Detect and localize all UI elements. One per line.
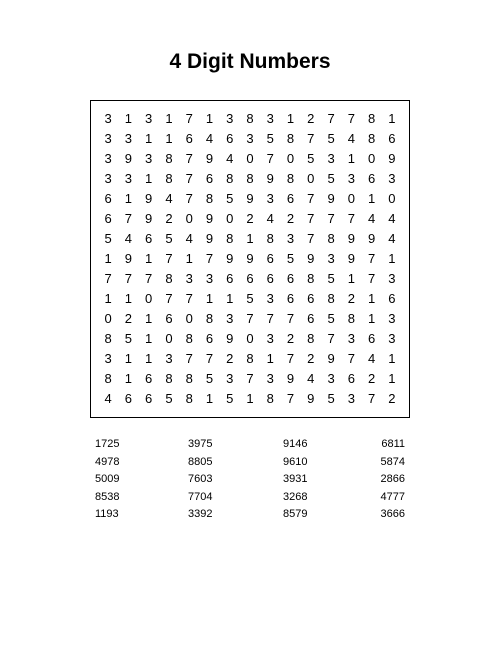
grid-cell[interactable]: 4 xyxy=(205,130,214,146)
grid-cell[interactable]: 8 xyxy=(185,390,193,406)
grid-cell[interactable]: 6 xyxy=(388,130,396,146)
word-list-item: 3392 xyxy=(188,508,213,520)
grid-cell[interactable]: 3 xyxy=(226,370,234,386)
grid-cell[interactable]: 3 xyxy=(145,150,153,166)
grid-cell[interactable]: 7 xyxy=(165,250,173,266)
grid-cell[interactable]: 3 xyxy=(104,130,112,146)
grid-cell[interactable]: 7 xyxy=(185,290,193,306)
grid-cell[interactable]: 9 xyxy=(226,250,234,266)
grid-cell[interactable]: 4 xyxy=(266,210,274,226)
grid-cell[interactable]: 3 xyxy=(104,150,112,166)
grid-cell[interactable]: 3 xyxy=(226,310,234,326)
grid-cell[interactable]: 3 xyxy=(104,350,112,366)
grid-cell[interactable]: 7 xyxy=(185,350,193,366)
grid-cell[interactable]: 4 xyxy=(388,230,396,246)
grid-cell[interactable]: 1 xyxy=(246,390,254,406)
word-list-row xyxy=(95,473,405,491)
grid-cell[interactable]: 2 xyxy=(286,210,295,226)
grid-cell[interactable]: 9 xyxy=(124,250,133,266)
grid-cell[interactable]: 9 xyxy=(327,350,335,366)
grid-cell[interactable]: 7 xyxy=(185,150,193,166)
grid-cell[interactable]: 6 xyxy=(145,230,153,246)
grid-cell[interactable]: 2 xyxy=(286,330,295,346)
grid-cell[interactable]: 1 xyxy=(367,290,376,306)
grid-cell[interactable]: 7 xyxy=(246,370,254,386)
grid-cell[interactable]: 1 xyxy=(124,110,133,126)
grid-cell[interactable]: 2 xyxy=(307,110,315,126)
grid-cell[interactable]: 7 xyxy=(307,130,315,146)
puzzle-grid-frame xyxy=(90,100,410,418)
grid-cell[interactable]: 7 xyxy=(286,350,295,366)
grid-cell[interactable]: 7 xyxy=(185,170,193,186)
word-list-item: 4777 xyxy=(380,490,405,503)
grid-cell[interactable]: 6 xyxy=(104,210,112,226)
grid-cell[interactable]: 7 xyxy=(327,110,335,126)
grid-cell[interactable]: 7 xyxy=(205,250,214,266)
grid-cell[interactable]: 1 xyxy=(145,310,153,326)
grid-cell[interactable]: 3 xyxy=(388,310,396,326)
grid-cell[interactable]: 4 xyxy=(226,150,234,166)
grid-cell[interactable]: 6 xyxy=(307,310,315,326)
grid-cell[interactable]: 9 xyxy=(388,150,396,166)
word-list-item: 1193 xyxy=(95,508,119,520)
grid-cell[interactable]: 3 xyxy=(266,290,274,306)
grid-cell[interactable]: 3 xyxy=(165,350,173,366)
grid-cell[interactable]: 1 xyxy=(124,290,133,306)
grid-cell[interactable]: 6 xyxy=(185,130,193,146)
grid-cell[interactable]: 7 xyxy=(367,270,376,286)
grid-cell[interactable]: 8 xyxy=(307,330,315,346)
grid-cell[interactable]: 7 xyxy=(347,110,355,126)
grid-cell[interactable]: 7 xyxy=(307,210,315,226)
grid-cell[interactable]: 8 xyxy=(246,170,254,186)
grid-cell[interactable]: 8 xyxy=(165,270,173,286)
grid-cell[interactable]: 5 xyxy=(165,230,173,246)
grid-cell[interactable]: 1 xyxy=(347,150,355,166)
grid-cell[interactable]: 0 xyxy=(367,150,376,166)
grid-cell[interactable]: 0 xyxy=(165,330,173,346)
grid-cell[interactable]: 8 xyxy=(165,370,173,386)
grid-cell[interactable]: 3 xyxy=(327,250,335,266)
grid-cell[interactable]: 1 xyxy=(104,250,112,266)
grid-cell[interactable]: 1 xyxy=(246,230,254,246)
grid-cell[interactable]: 1 xyxy=(347,270,355,286)
grid-cell[interactable]: 6 xyxy=(205,170,214,186)
grid-cell[interactable]: 4 xyxy=(307,370,315,386)
word-list-row xyxy=(95,456,405,474)
grid-cell[interactable]: 8 xyxy=(307,270,315,286)
grid-cell[interactable]: 0 xyxy=(307,170,315,186)
word-list-item: 5009 xyxy=(95,473,120,485)
grid-cell[interactable]: 2 xyxy=(367,370,376,386)
grid-cell[interactable]: 0 xyxy=(145,290,153,306)
grid-cell[interactable]: 3 xyxy=(388,270,396,286)
grid-cell[interactable]: 7 xyxy=(266,310,274,326)
grid-cell[interactable]: 8 xyxy=(286,130,295,146)
grid-cell[interactable]: 6 xyxy=(226,130,234,146)
grid-cell[interactable]: 8 xyxy=(104,330,112,346)
grid-cell[interactable]: 7 xyxy=(367,390,376,406)
grid-cell[interactable]: 6 xyxy=(388,290,396,306)
grid-cell[interactable]: 8 xyxy=(185,370,193,386)
grid-cell[interactable]: 8 xyxy=(165,150,173,166)
grid-cell[interactable]: 4 xyxy=(347,130,355,146)
grid-cell[interactable]: 6 xyxy=(307,290,315,306)
word-list-row xyxy=(95,508,405,526)
grid-cell[interactable]: 5 xyxy=(327,390,335,406)
puzzle-grid xyxy=(98,108,402,408)
grid-cell[interactable]: 8 xyxy=(327,290,335,306)
grid-cell[interactable]: 7 xyxy=(124,210,133,226)
grid-cell[interactable]: 9 xyxy=(145,190,153,206)
grid-cell[interactable]: 3 xyxy=(327,370,335,386)
grid-cell[interactable]: 6 xyxy=(104,190,112,206)
grid-cell[interactable]: 9 xyxy=(347,250,355,266)
grid-cell[interactable]: 7 xyxy=(367,250,376,266)
grid-cell[interactable]: 7 xyxy=(205,350,214,366)
grid-cell[interactable]: 6 xyxy=(145,390,153,406)
grid-cell[interactable]: 3 xyxy=(266,370,274,386)
grid-cell[interactable]: 9 xyxy=(286,370,295,386)
grid-cell[interactable]: 6 xyxy=(266,250,274,266)
word-list-item: 2866 xyxy=(380,473,405,485)
grid-cell[interactable]: 8 xyxy=(246,110,254,126)
grid-cell[interactable]: 7 xyxy=(185,110,193,126)
grid-cell[interactable]: 3 xyxy=(145,110,153,126)
grid-cell[interactable]: 8 xyxy=(266,390,274,406)
grid-cell[interactable]: 0 xyxy=(226,210,234,226)
grid-cell[interactable]: 6 xyxy=(286,290,295,306)
grid-cell[interactable]: 1 xyxy=(388,370,396,386)
grid-cell[interactable]: 4 xyxy=(104,390,112,406)
grid-cell[interactable]: 3 xyxy=(327,150,335,166)
grid-cell[interactable]: 1 xyxy=(165,130,173,146)
grid-cell[interactable]: 4 xyxy=(185,230,193,246)
grid-cell[interactable]: 9 xyxy=(246,250,254,266)
grid-cell[interactable]: 6 xyxy=(124,390,133,406)
grid-cell[interactable]: 9 xyxy=(145,210,153,226)
grid-cell[interactable]: 3 xyxy=(388,330,396,346)
grid-cell[interactable]: 7 xyxy=(266,150,274,166)
grid-cell[interactable]: 5 xyxy=(307,150,315,166)
grid-cell[interactable]: 8 xyxy=(205,310,214,326)
grid-cell[interactable]: 8 xyxy=(205,190,214,206)
grid-cell[interactable]: 2 xyxy=(347,290,355,306)
grid-cell[interactable]: 2 xyxy=(388,390,396,406)
grid-cell[interactable]: 7 xyxy=(246,310,254,326)
grid-cell[interactable]: 4 xyxy=(124,230,133,246)
grid-cell[interactable]: 3 xyxy=(347,330,355,346)
grid-cell[interactable]: 5 xyxy=(124,330,133,346)
grid-cell[interactable]: 6 xyxy=(145,370,153,386)
word-list-row xyxy=(95,491,405,509)
grid-cell[interactable]: 9 xyxy=(205,230,214,246)
grid-cell[interactable]: 3 xyxy=(104,170,112,186)
grid-cell[interactable]: 1 xyxy=(388,350,396,366)
grid-cell[interactable]: 5 xyxy=(226,390,234,406)
grid-cell[interactable]: 9 xyxy=(205,150,214,166)
grid-cell[interactable]: 8 xyxy=(226,230,234,246)
grid-cell[interactable]: 6 xyxy=(347,370,355,386)
grid-cell[interactable]: 1 xyxy=(165,110,173,126)
grid-cell[interactable]: 7 xyxy=(286,310,295,326)
word-list-item: 9610 xyxy=(283,455,308,468)
grid-cell[interactable]: 3 xyxy=(266,190,274,206)
grid-cell[interactable]: 8 xyxy=(286,170,295,186)
grid-cell[interactable]: 1 xyxy=(388,110,396,126)
grid-cell[interactable]: 1 xyxy=(145,250,153,266)
grid-cell[interactable]: 1 xyxy=(145,170,153,186)
grid-cell[interactable]: 1 xyxy=(286,110,295,126)
grid-cell[interactable]: 7 xyxy=(185,190,193,206)
grid-cell[interactable]: 1 xyxy=(185,250,193,266)
word-list-item: 5874 xyxy=(380,455,405,468)
grid-cell[interactable]: 3 xyxy=(246,130,254,146)
grid-cell[interactable]: 9 xyxy=(226,330,234,346)
grid-cell[interactable]: 6 xyxy=(367,170,376,186)
grid-cell[interactable]: 1 xyxy=(205,290,214,306)
grid-cell[interactable]: 4 xyxy=(367,350,376,366)
grid-cell[interactable]: 7 xyxy=(124,270,133,286)
grid-cell[interactable]: 2 xyxy=(226,350,234,366)
grid-cell[interactable]: 7 xyxy=(104,270,112,286)
grid-cell[interactable]: 7 xyxy=(307,230,315,246)
grid-cell[interactable]: 7 xyxy=(327,210,335,226)
grid-cell[interactable]: 1 xyxy=(367,190,376,206)
grid-cell[interactable]: 9 xyxy=(367,230,376,246)
grid-cell[interactable]: 1 xyxy=(205,110,214,126)
word-list-item: 7704 xyxy=(188,490,213,503)
grid-cell[interactable]: 0 xyxy=(185,210,193,226)
grid-cell[interactable]: 9 xyxy=(205,210,214,226)
grid-cell[interactable]: 0 xyxy=(104,310,112,326)
grid-cell[interactable]: 7 xyxy=(307,190,315,206)
word-list-item: 3975 xyxy=(188,438,213,450)
grid-cell[interactable]: 5 xyxy=(226,190,234,206)
grid-cell[interactable]: 7 xyxy=(286,390,295,406)
grid-cell[interactable]: 1 xyxy=(124,190,133,206)
grid-cell[interactable]: 1 xyxy=(124,370,133,386)
grid-cell[interactable]: 1 xyxy=(145,130,153,146)
grid-cell[interactable]: 8 xyxy=(246,350,254,366)
grid-cell[interactable]: 5 xyxy=(286,250,295,266)
grid-cell[interactable]: 8 xyxy=(266,230,274,246)
grid-cell[interactable]: 3 xyxy=(266,110,274,126)
word-list-item: 6811 xyxy=(381,438,405,450)
grid-cell[interactable]: 1 xyxy=(205,390,214,406)
grid-cell[interactable]: 3 xyxy=(226,110,234,126)
grid-cell[interactable]: 8 xyxy=(367,130,376,146)
grid-cell[interactable]: 8 xyxy=(367,110,376,126)
grid-cell[interactable]: 5 xyxy=(104,230,112,246)
grid-cell[interactable]: 5 xyxy=(327,130,335,146)
grid-cell[interactable]: 4 xyxy=(388,210,396,226)
grid-cell[interactable]: 0 xyxy=(286,150,295,166)
grid-cell[interactable]: 2 xyxy=(246,210,254,226)
grid-cell[interactable]: 5 xyxy=(266,130,274,146)
grid-cell[interactable]: 7 xyxy=(145,270,153,286)
grid-cell[interactable]: 4 xyxy=(165,190,173,206)
word-list-item: 3666 xyxy=(380,508,405,520)
grid-cell[interactable]: 8 xyxy=(104,370,112,386)
grid-cell[interactable]: 8 xyxy=(347,310,355,326)
word-list-item: 8805 xyxy=(188,455,213,468)
grid-cell[interactable]: 3 xyxy=(104,110,112,126)
word-list-item: 8538 xyxy=(95,490,120,503)
word-list-item: 3268 xyxy=(283,490,308,503)
word-list xyxy=(95,438,405,526)
grid-cell[interactable]: 9 xyxy=(246,190,254,206)
word-list-item: 8579 xyxy=(283,508,308,520)
grid-cell[interactable]: 6 xyxy=(266,270,274,286)
grid-cell[interactable]: 0 xyxy=(185,310,193,326)
word-list-item: 3931 xyxy=(283,473,308,485)
grid-cell[interactable]: 0 xyxy=(347,190,355,206)
grid-cell[interactable]: 9 xyxy=(327,190,335,206)
grid-cell[interactable]: 5 xyxy=(165,390,173,406)
grid-cell[interactable]: 7 xyxy=(347,350,355,366)
grid-cell[interactable]: 8 xyxy=(185,330,193,346)
grid-cell[interactable]: 9 xyxy=(266,170,274,186)
grid-cell[interactable]: 5 xyxy=(327,170,335,186)
grid-cell[interactable]: 7 xyxy=(327,330,335,346)
grid-cell[interactable]: 1 xyxy=(145,350,153,366)
grid-cell[interactable]: 6 xyxy=(165,310,173,326)
grid-cell[interactable]: 6 xyxy=(226,270,234,286)
grid-cell[interactable]: 3 xyxy=(185,270,193,286)
grid-cell[interactable]: 5 xyxy=(327,270,335,286)
grid-cell[interactable]: 2 xyxy=(307,350,315,366)
grid-cell[interactable]: 1 xyxy=(266,350,274,366)
grid-cell[interactable]: 9 xyxy=(124,150,133,166)
grid-cell[interactable]: 6 xyxy=(286,270,295,286)
grid-cell[interactable]: 8 xyxy=(327,230,335,246)
grid-cell[interactable]: 3 xyxy=(388,170,396,186)
grid-cell[interactable]: 2 xyxy=(165,210,173,226)
grid-cell[interactable]: 3 xyxy=(124,170,133,186)
grid-cell[interactable]: 8 xyxy=(165,170,173,186)
grid-cell[interactable]: 3 xyxy=(286,230,295,246)
word-list-item: 7603 xyxy=(188,473,213,485)
grid-cell[interactable]: 1 xyxy=(104,290,112,306)
grid-cell[interactable]: 3 xyxy=(205,270,214,286)
grid-cell[interactable]: 0 xyxy=(246,150,254,166)
grid-cell[interactable]: 1 xyxy=(226,290,234,306)
grid-cell[interactable]: 0 xyxy=(388,190,396,206)
word-list-row xyxy=(95,438,405,456)
word-list-item: 1725 xyxy=(95,438,120,450)
puzzle-title: 4 Digit Numbers xyxy=(169,50,331,73)
grid-cell[interactable]: 9 xyxy=(347,230,355,246)
grid-cell[interactable]: 5 xyxy=(205,370,214,386)
grid-cell[interactable]: 0 xyxy=(246,330,254,346)
grid-cell[interactable]: 6 xyxy=(367,330,376,346)
grid-cell[interactable]: 6 xyxy=(286,190,295,206)
grid-cell[interactable]: 5 xyxy=(246,290,254,306)
grid-cell[interactable]: 6 xyxy=(205,330,214,346)
grid-cell[interactable]: 9 xyxy=(307,390,315,406)
grid-cell[interactable]: 9 xyxy=(307,250,315,266)
grid-cell[interactable]: 3 xyxy=(124,130,133,146)
grid-cell[interactable]: 7 xyxy=(347,210,355,226)
grid-cell[interactable]: 4 xyxy=(367,210,376,226)
grid-cell[interactable]: 3 xyxy=(347,390,355,406)
word-list-item: 9146 xyxy=(283,438,308,450)
grid-cell[interactable]: 1 xyxy=(145,330,153,346)
grid-cell[interactable]: 3 xyxy=(347,170,355,186)
grid-cell[interactable]: 2 xyxy=(124,310,133,326)
grid-cell[interactable]: 8 xyxy=(226,170,234,186)
grid-cell[interactable]: 7 xyxy=(165,290,173,306)
grid-cell[interactable]: 3 xyxy=(266,330,274,346)
grid-cell[interactable]: 5 xyxy=(327,310,335,326)
word-list-item: 4978 xyxy=(95,455,120,468)
grid-cell[interactable]: 1 xyxy=(388,250,396,266)
grid-cell[interactable]: 6 xyxy=(246,270,254,286)
grid-cell[interactable]: 1 xyxy=(124,350,133,366)
grid-cell[interactable]: 1 xyxy=(367,310,376,326)
